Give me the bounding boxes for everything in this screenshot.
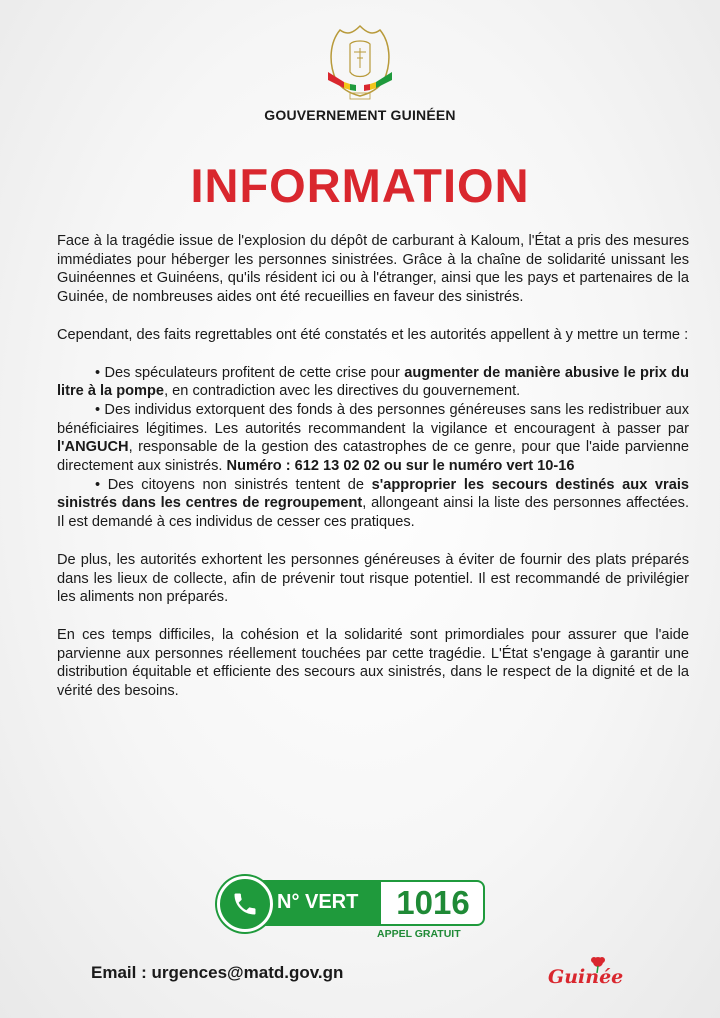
phone-icon [217, 876, 273, 932]
bullet-text: , allongeant ainsi la liste des personnes affectées. Il est demandé à ces individus de cesser ces pratiques. [57, 495, 690, 531]
bullet-emphasis: l'ANGUCH [57, 439, 129, 456]
coat-of-arms-icon [310, 22, 410, 104]
free-call-label: APPEL GRATUIT [377, 928, 461, 940]
bullet-extortion [57, 401, 689, 476]
bullet-text: , en contradiction avec les directives du gouvernement. [164, 383, 521, 400]
warning-paragraph: Cependant, des faits regrettables ont été constatés et les autorités appellent à y mettre un terme : [57, 326, 689, 343]
hotline-badge[interactable] [217, 876, 485, 940]
bullet-text: • Des spéculateurs profitent de cette crise pour [95, 364, 405, 381]
bullet-emphasis: s'approprier les secours destinés aux vrais sinistrés dans les centres de regroupement [57, 476, 690, 512]
page-title: INFORMATION [190, 159, 530, 212]
bullet-appropriation [57, 476, 689, 532]
government-heading: GOUVERNEMENT GUINÉEN [264, 107, 456, 123]
intro-paragraph: Face à la tragédie issue de l'explosion du dépôt de carburant à Kaloum, l'État a pris des mesures immédiates pour héberger les personnes sinistrées. Grâce à la chaîne de solidarité unissant les Guinéennes et Guinéens, qu'ils résident ici ou à l'étranger, ainsi que les pays et partenaires de la Guinée, de nombreuses aides ont été recueillies en faveur des sinistrés. [57, 233, 689, 306]
hotline-box [251, 880, 485, 926]
phone-numbers: Numéro : 612 13 02 02 ou sur le numéro vert 10-16 [226, 458, 575, 475]
bullet-text: • Des citoyens non sinistrés tentent de [95, 476, 372, 493]
hotline-number: 1016 [396, 884, 470, 921]
bullet-text: , responsable de la gestion des catastrophes de ce genre, pour que l'aide parvienne directement aux sinistrés. [57, 439, 689, 475]
bullet-emphasis: augmenter de manière abusive le prix du litre à la pompe [57, 364, 689, 400]
notice-body [57, 232, 689, 701]
bullet-speculators [57, 364, 689, 401]
bullet-text: • Des individus extorquent des fonds à des personnes généreuses sans les redistribuer aux bénéficiaires légitimes. Les autorités recommandent la vigilance et encouragent à passer par [57, 401, 689, 437]
logo-text: Guinée [548, 966, 624, 988]
hotline-label: N° VERT [277, 891, 359, 913]
closing-paragraph: En ces temps difficiles, la cohésion et la solidarité sont primordiales pour assurer que l'aide parvienne aux personnes réellement touchées par cette tragédie. L'État s'engage à garantir une distribution équitable et efficiente des secours aux sinistrés, dans le respect de la dignité et de la vérité des besoins. [57, 626, 689, 700]
guinee-logo [548, 954, 630, 994]
advice-paragraph: De plus, les autorités exhortent les personnes généreuses à éviter de fournir des plats préparés dans les lieux de collecte, afin de prévenir tout risque potentiel. Il est recommandé de privilégier les aliments non préparés. [57, 551, 689, 606]
email-contact[interactable]: Email : urgences@matd.gov.gn [91, 963, 344, 982]
